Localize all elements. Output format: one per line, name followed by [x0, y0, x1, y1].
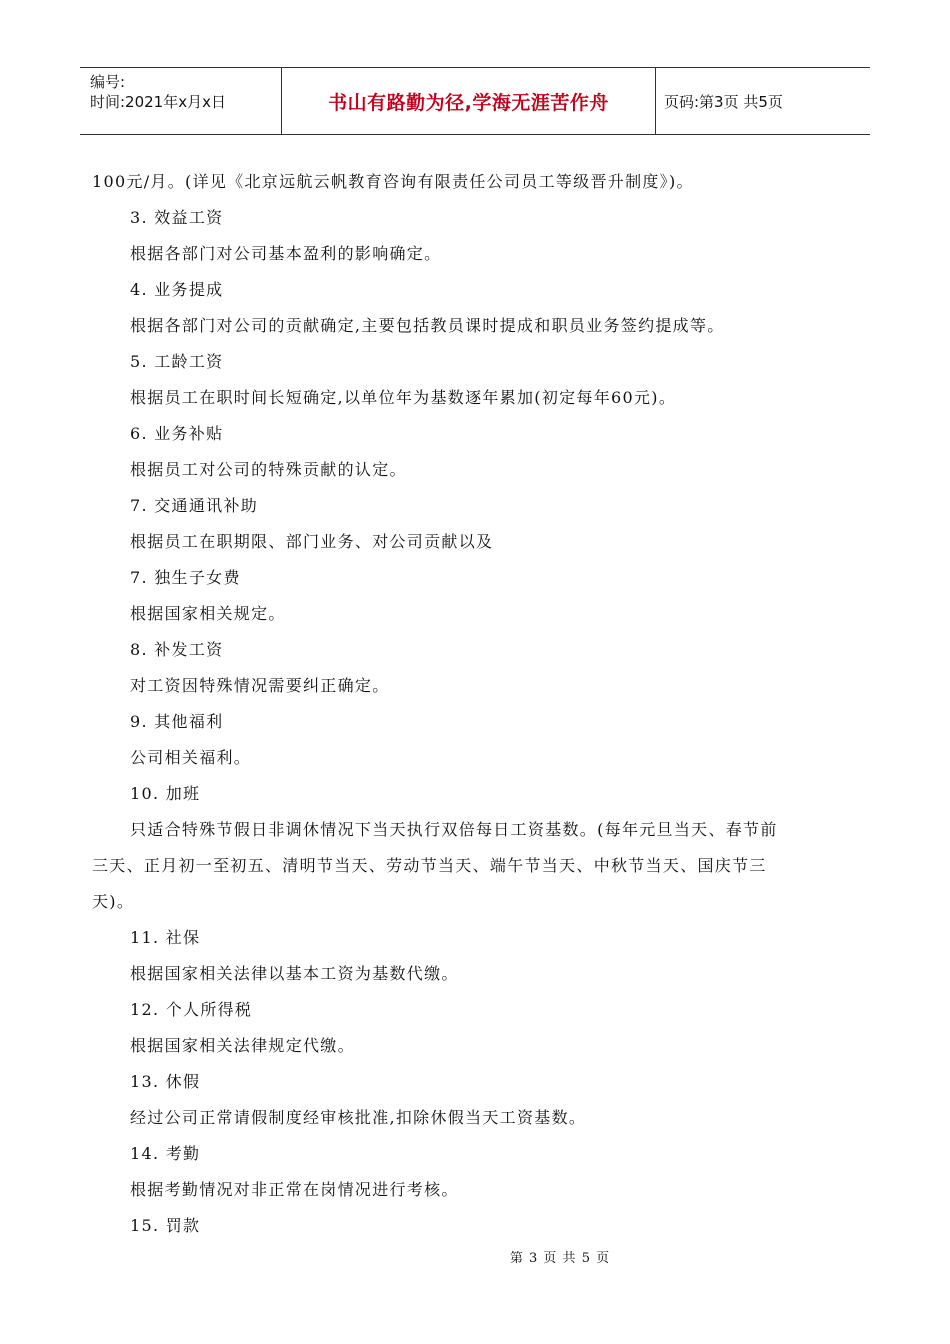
body-line: 9. 其他福利	[130, 712, 224, 731]
body-line: 8. 补发工资	[130, 640, 224, 659]
body-line: 根据各部门对公司的贡献确定,主要包括教员课时提成和职员业务签约提成等。	[130, 316, 725, 335]
body-line: 5. 工龄工资	[130, 352, 224, 371]
document-body	[92, 164, 862, 1244]
page-header	[80, 67, 870, 135]
body-line: 根据员工在职期限、部门业务、对公司贡献以及	[130, 532, 494, 551]
footer-page-number: 第 3 页 共 5 页	[509, 1251, 611, 1266]
body-line: 三天、正月初一至初五、清明节当天、劳动节当天、端午节当天、中秋节当天、国庆节三	[92, 856, 767, 875]
body-line: 14. 考勤	[130, 1144, 201, 1163]
body-line: 4. 业务提成	[130, 280, 224, 299]
body-line: 只适合特殊节假日非调休情况下当天执行双倍每日工资基数。(每年元旦当天、春节前	[130, 820, 778, 839]
document-time: 时间:2021年x月x日	[90, 93, 226, 111]
body-line: 100元/月。(详见《北京远航云帆教育咨询有限责任公司员工等级晋升制度》)。	[92, 172, 694, 191]
body-line: 根据考勤情况对非正常在岗情况进行考核。	[130, 1180, 459, 1199]
body-line: 对工资因特殊情况需要纠正确定。	[130, 676, 390, 695]
header-page-number: 页码:第3页 共5页	[664, 92, 783, 111]
body-line: 根据各部门对公司基本盈利的影响确定。	[130, 244, 442, 263]
body-line: 7. 独生子女费	[130, 568, 241, 587]
body-line: 根据国家相关规定。	[130, 604, 286, 623]
body-line: 根据国家相关法律以基本工资为基数代缴。	[130, 964, 459, 983]
body-line: 天)。	[92, 892, 135, 911]
body-line: 6. 业务补贴	[130, 424, 224, 443]
body-line: 13. 休假	[130, 1072, 201, 1091]
body-line: 10. 加班	[130, 784, 201, 803]
body-line: 15. 罚款	[130, 1216, 201, 1235]
body-line: 7. 交通通讯补助	[130, 496, 259, 515]
header-motto: 书山有路勤为径,学海无涯苦作舟	[282, 68, 656, 134]
body-line: 公司相关福利。	[130, 748, 252, 767]
page-footer	[0, 1247, 950, 1266]
body-line: 根据员工在职时间长短确定,以单位年为基数逐年累加(初定每年60元)。	[130, 388, 677, 407]
body-line: 12. 个人所得税	[130, 1000, 253, 1019]
body-line: 根据员工对公司的特殊贡献的认定。	[130, 460, 407, 479]
body-line: 经过公司正常请假制度经审核批准,扣除休假当天工资基数。	[130, 1108, 587, 1127]
header-page-info	[656, 68, 870, 134]
body-line: 根据国家相关法律规定代缴。	[130, 1036, 355, 1055]
document-code-label: 编号:	[90, 73, 126, 91]
body-line: 3. 效益工资	[130, 208, 224, 227]
header-meta	[80, 68, 282, 134]
body-line: 11. 社保	[130, 928, 201, 947]
